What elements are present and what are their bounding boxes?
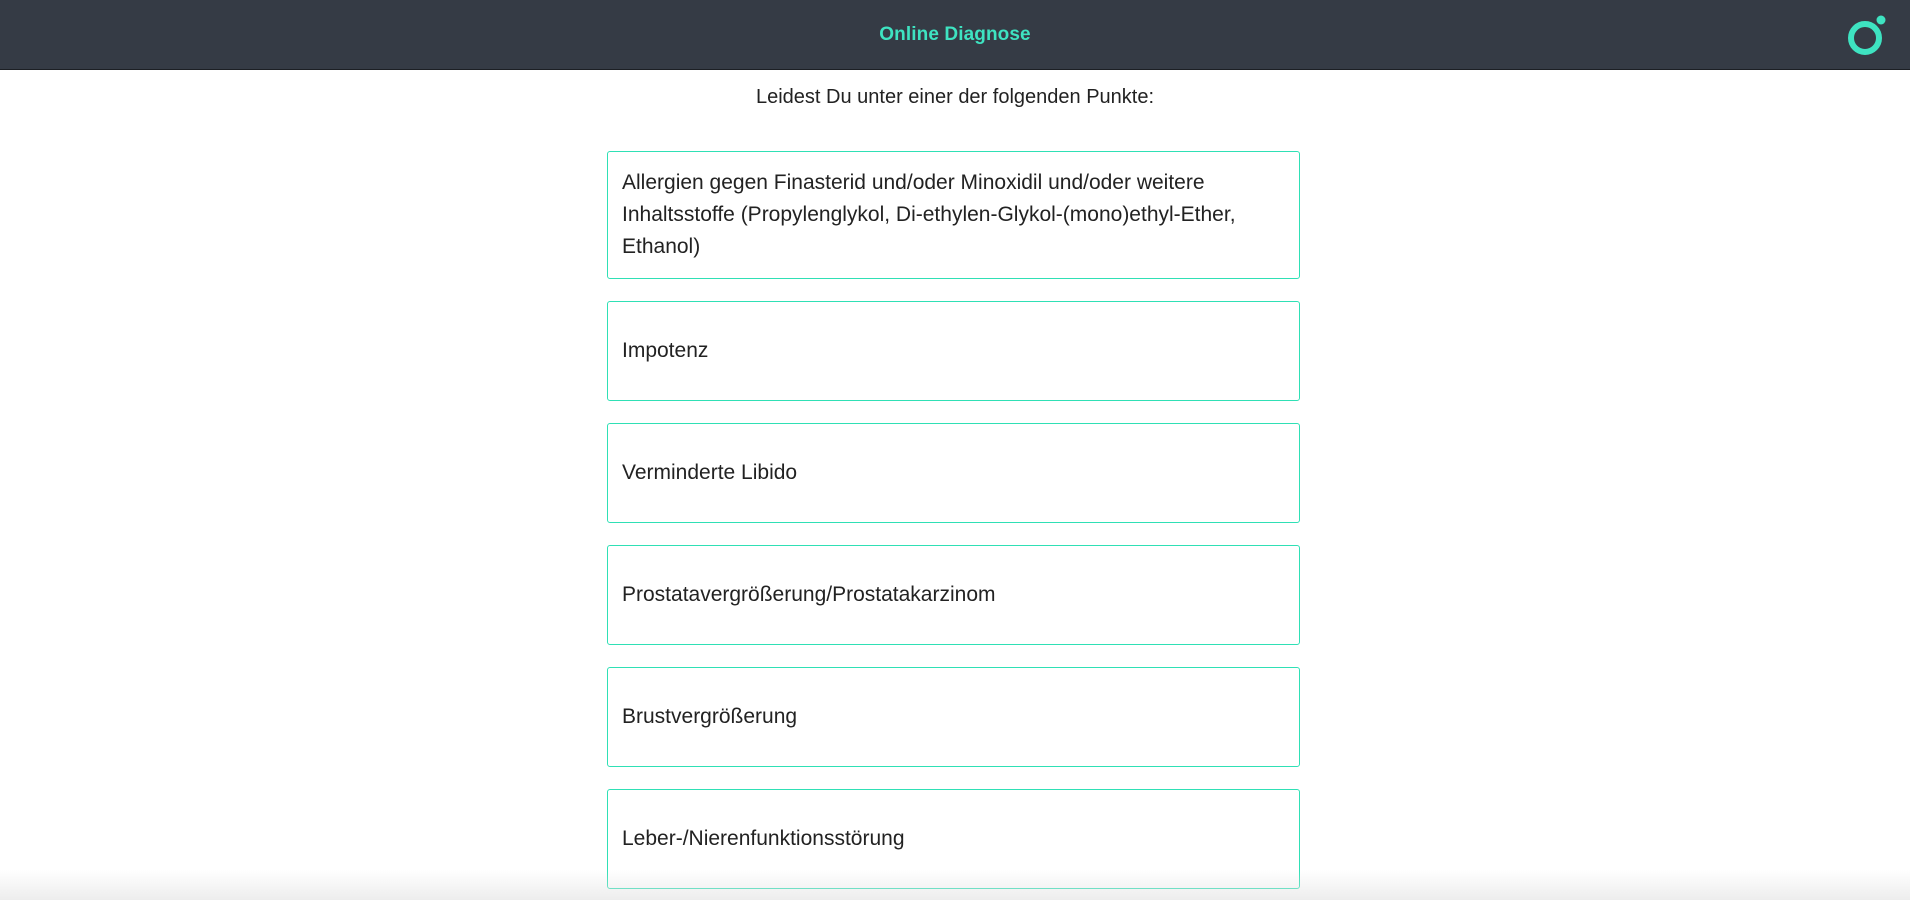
o-logo-icon[interactable] bbox=[1846, 14, 1890, 58]
option-label: Brustvergrößerung bbox=[622, 701, 797, 733]
question-text: Leidest Du unter einer der folgenden Punkte: bbox=[0, 86, 1910, 109]
page-title: Online Diagnose bbox=[0, 0, 1910, 70]
option-allergies[interactable] bbox=[607, 151, 1300, 279]
option-breast-enlargement[interactable] bbox=[607, 667, 1300, 767]
option-label: Verminderte Libido bbox=[622, 457, 797, 489]
option-label: Leber-/Nierenfunktionsstörung bbox=[622, 823, 905, 855]
option-impotence[interactable] bbox=[607, 301, 1300, 401]
option-label: Impotenz bbox=[622, 335, 708, 367]
option-label: Prostatavergrößerung/Prostatakarzinom bbox=[622, 579, 996, 611]
top-bar bbox=[0, 0, 1910, 70]
option-prostate[interactable] bbox=[607, 545, 1300, 645]
option-reduced-libido[interactable] bbox=[607, 423, 1300, 523]
option-label: Allergien gegen Finasterid und/oder Minoxidil und/oder weitere Inhaltsstoffe (Propylenglykol, Di-ethylen-Glykol-(mono)ethyl-Ether, Ethanol) bbox=[622, 167, 1285, 263]
options-list bbox=[607, 151, 1300, 911]
option-liver-kidney[interactable] bbox=[607, 789, 1300, 889]
